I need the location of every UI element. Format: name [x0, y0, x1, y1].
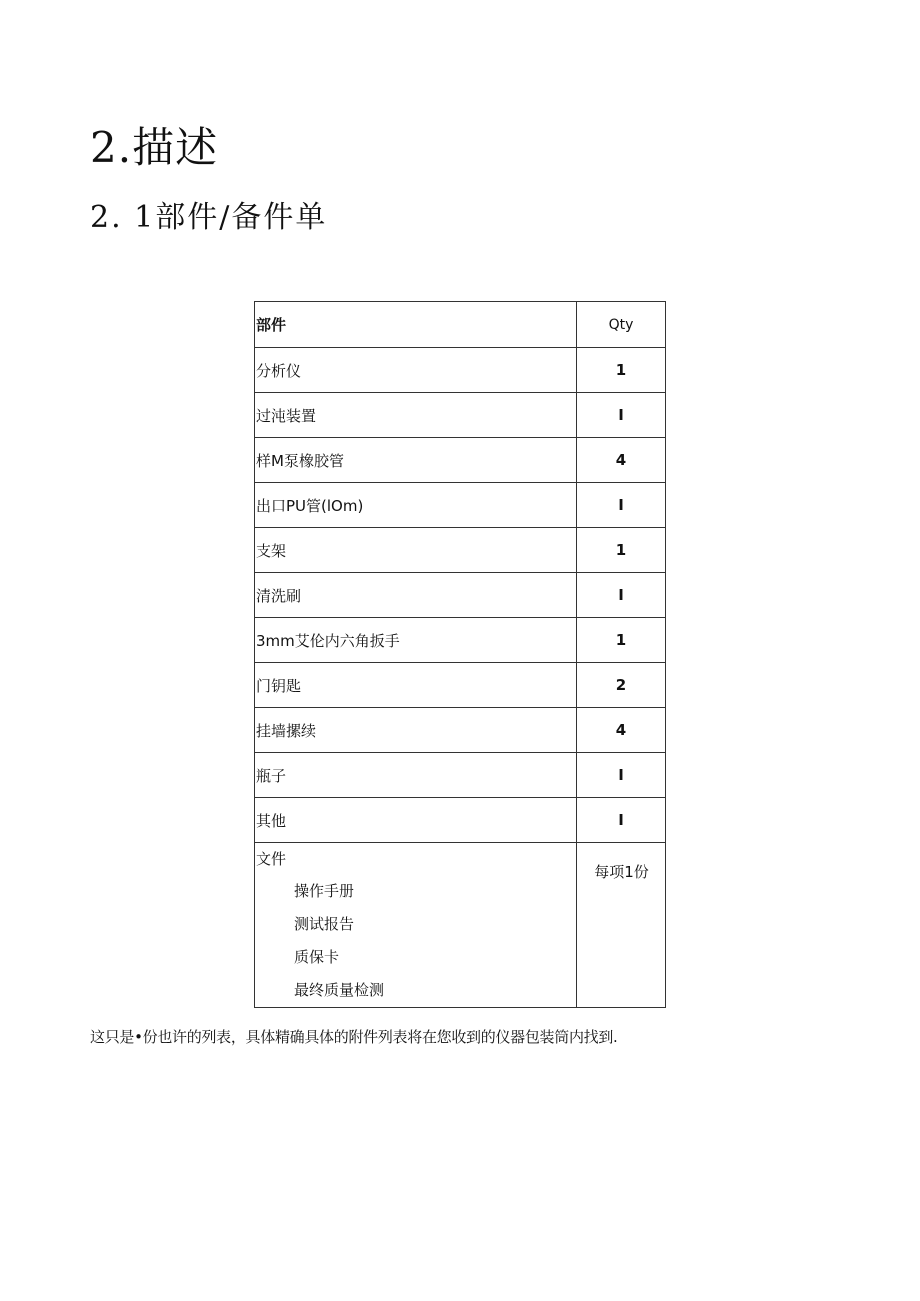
document-item: 操作手册	[294, 882, 355, 900]
table-row	[255, 663, 666, 708]
part-name: 分析仪	[255, 348, 577, 393]
part-qty: 4	[577, 438, 666, 483]
part-qty: 1	[577, 618, 666, 663]
part-name: 挂墙摞续	[255, 708, 577, 753]
documents-cell	[255, 843, 577, 1008]
document-item: 质保卡	[294, 948, 340, 966]
table-row	[255, 483, 666, 528]
part-name: 门钥匙	[255, 663, 577, 708]
documents-title: 文件	[256, 850, 287, 868]
table-row	[255, 753, 666, 798]
documents-row	[255, 843, 666, 1008]
subsection-heading: 2. 1部件/备件单	[90, 200, 328, 235]
part-qty: 4	[577, 708, 666, 753]
table-row	[255, 348, 666, 393]
table-row	[255, 438, 666, 483]
column-header-qty: Qty	[577, 302, 666, 348]
footnote: 这只是•份也许的列表，具体精确具体的附件列表将在您收到的仪器包装筒内找到.	[90, 1028, 618, 1046]
table-row	[255, 528, 666, 573]
table-row	[255, 393, 666, 438]
part-name: 3mm艾伦内六角扳手	[255, 618, 577, 663]
part-qty: 2	[577, 663, 666, 708]
part-name: 清洗刷	[255, 573, 577, 618]
table-row	[255, 708, 666, 753]
part-name: 样M泵橡胶管	[255, 438, 577, 483]
table-row	[255, 573, 666, 618]
part-qty: 1	[577, 528, 666, 573]
documents-qty-cell	[577, 843, 666, 1008]
part-qty: I	[577, 483, 666, 528]
document-item: 测试报告	[294, 915, 355, 933]
part-qty: I	[577, 798, 666, 843]
document-item: 最终质量检测	[294, 981, 385, 999]
part-name: 其他	[255, 798, 577, 843]
table-row	[255, 798, 666, 843]
part-name: 过沌装置	[255, 393, 577, 438]
part-qty: I	[577, 573, 666, 618]
column-header-part: 部件	[255, 302, 577, 348]
part-qty: I	[577, 393, 666, 438]
documents-qty: 每项1份	[594, 863, 649, 881]
parts-table	[254, 301, 666, 1008]
documents-list	[256, 875, 576, 1007]
section-heading: 2.描述	[90, 123, 219, 172]
part-name: 出口PU管(lOm)	[255, 483, 577, 528]
table-row	[255, 618, 666, 663]
part-name: 瓶子	[255, 753, 577, 798]
part-name: 支架	[255, 528, 577, 573]
part-qty: 1	[577, 348, 666, 393]
part-qty: I	[577, 753, 666, 798]
table-header-row	[255, 302, 666, 348]
